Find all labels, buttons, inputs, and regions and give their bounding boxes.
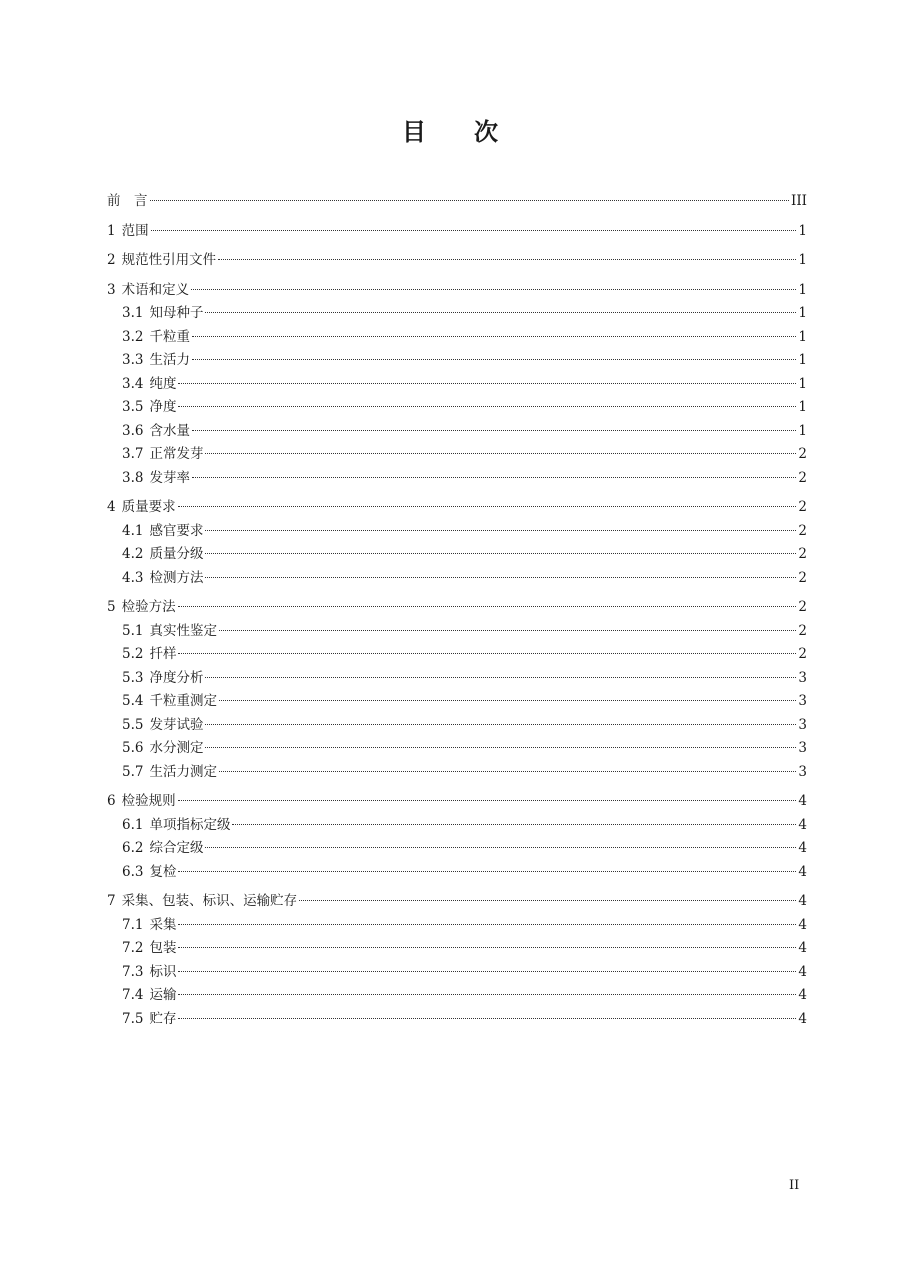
toc-entry-page: 2 [798,499,807,515]
toc-entry-label: 检测方法 [149,569,204,586]
toc-entry-page: 4 [798,987,807,1003]
toc-entry-page: 3 [798,693,807,709]
toc-entry-label: 综合定级 [149,840,204,856]
toc-dot-leader [178,606,797,607]
toc-entry-label: 千粒重 [149,328,190,345]
toc-entry[interactable] [107,279,807,303]
toc-entry-number: 5.6 [122,740,144,756]
toc-dot-leader [205,677,796,678]
toc-entry-number: 4.3 [122,569,144,586]
toc-entry-label: 真实性鉴定 [149,622,217,639]
toc-entry-number: 3.7 [122,446,144,462]
toc-entry-number: 7.1 [122,916,144,933]
toc-entry-page: 1 [798,328,807,345]
toc-entry-number: 5.2 [122,646,144,662]
toc-entry-number: 3.4 [122,375,144,392]
toc-dot-leader [218,259,796,260]
toc-entry-page: 4 [798,816,807,833]
toc-entry-label: 含水量 [149,422,190,439]
toc-entry-label: 包装 [149,940,177,956]
toc-entry-number: 3.6 [122,422,144,439]
toc-dot-leader [192,477,796,478]
toc-entry[interactable] [107,737,807,761]
toc-entry-page: 3 [798,716,807,733]
toc-entry-page: 2 [798,622,807,639]
toc-dot-leader [178,924,796,925]
toc-dot-leader [205,312,796,313]
toc-entry-label: 扦样 [149,646,177,662]
toc-dot-leader [205,577,796,578]
toc-entry-number: 5.4 [122,693,144,709]
toc-entry-page: 3 [798,763,807,780]
toc-dot-leader [192,359,796,360]
toc-entry-label: 发芽率 [149,469,190,486]
toc-entry-number: 1 [107,222,116,239]
footer-page-number: II [789,1178,800,1193]
toc-dot-leader [178,971,796,972]
toc-entry-label: 复检 [149,863,177,880]
toc-entry-page: 1 [798,305,807,321]
toc-entry-page: 1 [798,252,807,268]
toc-entry-page: 4 [798,793,807,809]
toc-entry-label: 运输 [149,987,177,1003]
toc-entry[interactable] [107,543,807,567]
toc-entry[interactable] [107,443,807,467]
toc-entry[interactable] [107,890,807,914]
toc-entry-number: 3.2 [122,328,144,345]
toc-dot-leader [219,630,796,631]
toc-dot-leader [178,1018,796,1019]
toc-dot-leader [205,747,796,748]
toc-entry-label: 生活力 [149,352,190,368]
toc-dot-leader [192,336,796,337]
toc-entry-number: 7.5 [122,1010,144,1027]
toc-entry[interactable] [107,937,807,961]
toc-entry[interactable] [107,914,807,938]
toc-entry-number: 6 [107,793,116,809]
toc-entry-number: 6.1 [122,816,144,833]
toc-entry-number: 7.3 [122,963,144,980]
toc-entry-number: 3.8 [122,469,144,486]
toc-entry[interactable] [107,984,807,1008]
toc-dot-leader [178,406,796,407]
toc-entry[interactable] [107,620,807,644]
toc-entry-label: 质量要求 [121,499,176,515]
toc-entry[interactable] [107,373,807,397]
toc-entry-number: 7.4 [122,987,144,1003]
toc-entry-label: 净度分析 [149,669,204,686]
toc-entry[interactable] [107,326,807,350]
toc-entry[interactable] [107,814,807,838]
toc-dot-leader [205,530,796,531]
toc-entry[interactable] [107,420,807,444]
toc-entry[interactable] [107,520,807,544]
toc-entry-number: 3.1 [122,305,144,321]
toc-dot-leader [205,453,796,454]
toc-dot-leader [219,700,796,701]
toc-entry-label: 生活力测定 [149,763,217,780]
toc-entry-label: 纯度 [149,375,177,392]
toc-entry-label: 采集、包装、标识、运输贮存 [121,893,298,909]
toc-entry-page: 4 [798,863,807,880]
toc-entry-label: 感官要求 [149,522,204,539]
toc-entry[interactable] [107,302,807,326]
toc-entry-label: 质量分级 [149,546,204,562]
toc-entry-page: 2 [798,646,807,662]
toc-entry-number: 4 [107,499,116,515]
toc-entry[interactable] [107,714,807,738]
toc-entry-number: 6.2 [122,840,144,856]
toc-entry[interactable] [107,690,807,714]
toc-entry-number: 7.2 [122,940,144,956]
toc-entry[interactable] [107,761,807,785]
toc-entry-page: III [791,193,807,209]
toc-entry-page: 2 [798,569,807,586]
toc-entry-page: 3 [798,740,807,756]
toc-entry-label: 前 言 [107,193,148,209]
toc-entry-page: 1 [798,222,807,239]
toc-entry-page: 2 [798,522,807,539]
toc-entry-number: 3.3 [122,352,144,368]
toc-dot-leader [150,200,790,201]
toc-dot-leader [178,800,797,801]
toc-entry-label: 检验方法 [121,599,176,615]
toc-entry-label: 知母种子 [149,305,204,321]
toc-entry-number: 6.3 [122,863,144,880]
toc-entry-number: 4.1 [122,522,144,539]
toc-entry-label: 范围 [121,222,149,239]
toc-entry-label: 净度 [149,399,177,415]
title-char-2: 次 [474,118,498,146]
toc-entry-page: 2 [798,546,807,562]
toc-dot-leader [178,871,796,872]
toc-dot-leader [299,900,796,901]
toc-dot-leader [205,847,796,848]
toc-entry[interactable] [107,667,807,691]
toc-entry-page: 2 [798,599,807,615]
toc-dot-leader [178,994,796,995]
toc-entry-number: 4.2 [122,546,144,562]
toc-entry[interactable] [107,467,807,491]
toc-entry-page: 4 [798,893,807,909]
toc-entry-page: 2 [798,469,807,486]
toc-entry-number: 5.1 [122,622,144,639]
toc-entry-page: 4 [798,963,807,980]
toc-entry-label: 发芽试验 [149,716,204,733]
page-title [0,112,900,147]
toc-entry[interactable] [107,837,807,861]
toc-dot-leader [178,653,796,654]
toc-dot-leader [178,506,797,507]
toc-entry[interactable] [107,190,807,214]
toc-entry-page: 1 [798,399,807,415]
toc-entry-number: 7 [107,893,116,909]
toc-entry-number: 5 [107,599,116,615]
toc-entry-number: 3.5 [122,399,144,415]
toc-entry[interactable] [107,349,807,373]
toc-entry-label: 检验规则 [121,793,176,809]
toc-entry[interactable] [107,396,807,420]
toc-entry[interactable] [107,643,807,667]
table-of-contents [107,190,807,1031]
toc-entry-label: 标识 [149,963,177,980]
toc-entry[interactable] [107,220,807,244]
toc-entry-label: 千粒重测定 [149,693,217,709]
toc-entry[interactable] [107,961,807,985]
toc-entry[interactable] [107,496,807,520]
toc-entry-number: 2 [107,252,116,268]
toc-entry[interactable] [107,567,807,591]
toc-entry-number: 5.5 [122,716,144,733]
toc-dot-leader [205,724,796,725]
toc-entry-label: 规范性引用文件 [121,252,217,268]
toc-entry-label: 正常发芽 [149,446,204,462]
toc-entry-page: 3 [798,669,807,686]
toc-entry-label: 术语和定义 [121,281,190,298]
toc-entry-page: 1 [798,281,807,298]
toc-dot-leader [219,771,796,772]
toc-entry-page: 4 [798,940,807,956]
toc-entry[interactable] [107,1008,807,1032]
toc-entry[interactable] [107,790,807,814]
toc-dot-leader [151,230,797,231]
toc-dot-leader [205,553,796,554]
toc-entry-page: 4 [798,916,807,933]
toc-entry-label: 单项指标定级 [149,816,231,833]
toc-entry-label: 采集 [149,916,177,933]
toc-entry-page: 4 [798,1010,807,1027]
toc-entry-number: 3 [107,281,116,298]
toc-dot-leader [191,289,796,290]
toc-entry[interactable] [107,249,807,273]
toc-entry-page: 4 [798,840,807,856]
toc-dot-leader [178,947,796,948]
title-char-1: 目 [402,118,426,146]
toc-dot-leader [232,824,796,825]
toc-entry-page: 1 [798,375,807,392]
toc-entry-label: 水分测定 [149,740,204,756]
toc-entry-page: 1 [798,422,807,439]
toc-dot-leader [192,430,796,431]
toc-entry-page: 1 [798,352,807,368]
toc-entry-number: 5.7 [122,763,144,780]
toc-entry-number: 5.3 [122,669,144,686]
toc-entry-page: 2 [798,446,807,462]
toc-dot-leader [178,383,796,384]
toc-entry[interactable] [107,596,807,620]
toc-entry[interactable] [107,861,807,885]
toc-entry-label: 贮存 [149,1010,177,1027]
